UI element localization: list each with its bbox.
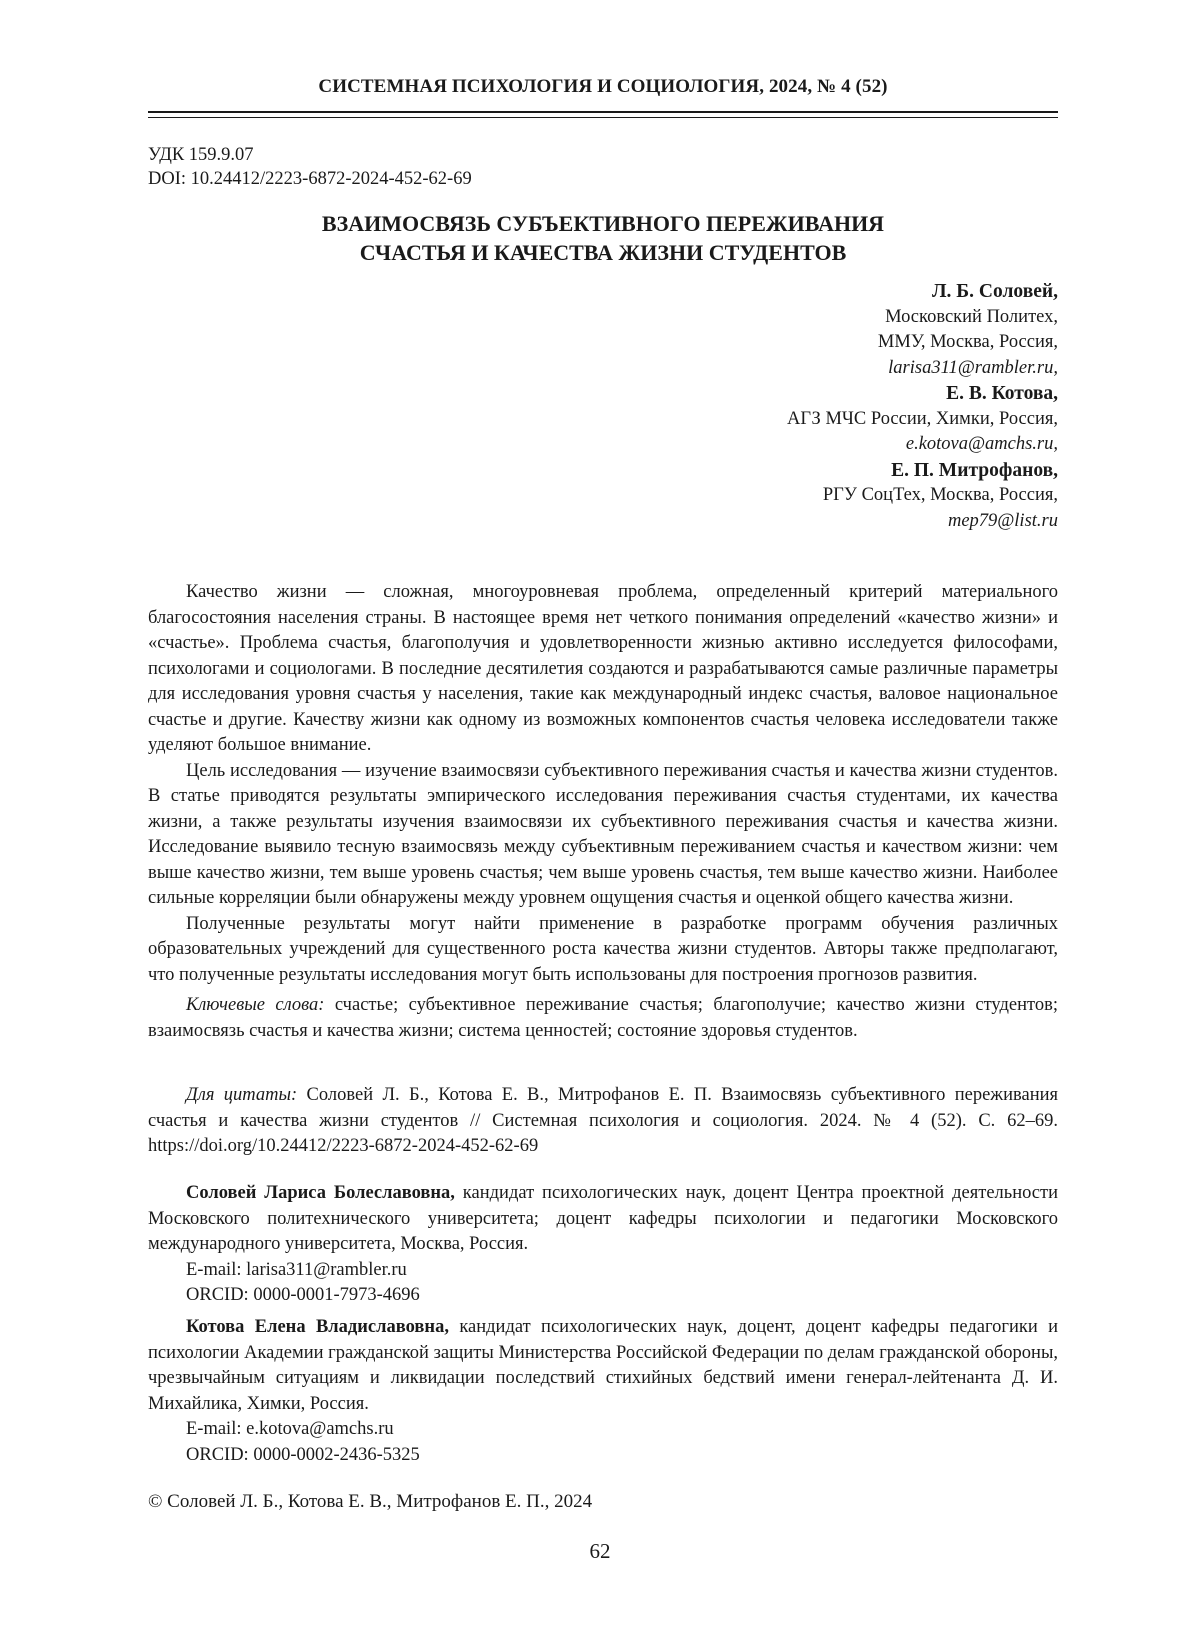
- keywords-label: Ключевые слова:: [186, 995, 325, 1015]
- bio-email[interactable]: E-mail: larisa311@rambler.ru: [186, 1259, 407, 1280]
- abstract: [148, 580, 1058, 1044]
- bio-paragraph: [148, 1315, 1058, 1417]
- citation-paragraph: [148, 1083, 1058, 1160]
- copyright-notice: © Соловей Л. Б., Котова Е. В., Митрофанов Е. П., 2024: [148, 1491, 593, 1512]
- citation-block: [148, 1083, 1058, 1160]
- abstract-paragraph: Полученные результаты могут найти применение в разработке программ обучения различных образовательных учреждений для существенного роста качества жизни студентов. Авторы также предполагают, что полученные результаты исследования могут быть использованы для построения прогнозов развития.: [148, 913, 1058, 985]
- article-title: [148, 209, 1058, 267]
- title-line-2: СЧАСТЬЯ И КАЧЕСТВА ЖИЗНИ СТУДЕНТОВ: [359, 240, 847, 265]
- author-email[interactable]: larisa311@rambler.ru,: [888, 357, 1058, 378]
- abstract-paragraph: Цель исследования — изучение взаимосвязи субъективного переживания счастья и качества жизни студентов. В статье приводятся результаты эмпирического исследования переживания счастья студентами, их качества жизни, а также результаты изучения взаимосвязи их субъективного переживания счастья и качества жизни. Исследование выявило тесную взаимосвязь между субъективным переживанием счастья и качеством жизни: чем выше качество жизни, тем выше уровень счастья; чем выше уровень счастья, тем выше качество жизни. Наиболее сильные корреляции были обнаружены между уровнем ощущения счастья и оценкой общего качества жизни.: [148, 760, 1058, 908]
- author-name: Е. П. Митрофанов,: [891, 459, 1058, 481]
- doi-line: DOI: 10.24412/2223-6872-2024-452-62-69: [148, 169, 472, 189]
- bio-orcid: ORCID: 0000-0002-2436-5325: [186, 1444, 420, 1465]
- author-affiliation: ММУ, Москва, Россия,: [877, 332, 1058, 352]
- page-number: 62: [589, 1539, 611, 1563]
- bio-email[interactable]: E-mail: e.kotova@amchs.ru: [186, 1419, 394, 1439]
- title-line-1: ВЗАИМОСВЯЗЬ СУБЪЕКТИВНОГО ПЕРЕЖИВАНИЯ: [321, 211, 885, 236]
- bio-paragraph: [148, 1181, 1058, 1258]
- header-rule-thin: [148, 117, 1058, 118]
- bio-text: кандидат психологических наук, доцент, доцент кафедры педагогики и психологии Академии гражданской защиты Министерства Российской Федерации по делам гражданской обороны, чрезвычайным ситуациям и ликвидации последствий стихийных бедствий имени генерал-лейтенанта Д. И. Михайлика, Химки, Россия.: [148, 1317, 1058, 1414]
- bio-orcid: ORCID: 0000-0001-7973-4696: [186, 1285, 420, 1305]
- author-email[interactable]: e.kotova@amchs.ru,: [905, 434, 1058, 454]
- article-identifiers: [148, 143, 472, 191]
- author-email[interactable]: mep79@list.ru: [947, 510, 1058, 531]
- abstract-paragraph: Качество жизни — сложная, многоуровневая проблема, определенный критерий материального благосостояния населения страны. В настоящее время нет четкого понимания определений «качество жизни» и «счастье». Проблема счастья, благополучия и удовлетворенности жизнью активно исследуется философами, психологами и социологами. В последние десятилетия создаются и разрабатываются самые различные параметры для исследования уровня счастья у населения, такие как международный индекс счастья, валовое национальное счастье и другие. Качеству жизни как одному из возможных компонентов счастья человека исследователи также уделяют большое внимание.: [148, 582, 1058, 755]
- citation-text: Соловей Л. Б., Котова Е. В., Митрофанов Е. П. Взаимосвязь субъективного переживания счастья и качества жизни студентов // Системная психология и социология. 2024. № 4 (52). С. 62–69. https://doi.org/10.24412/2223-6872-2024-452-62-69: [148, 1085, 1059, 1156]
- udk-code: УДК 159.9.07: [148, 145, 254, 165]
- bio-text: кандидат психологических наук, доцент Центра проектной деятельности Московского политехнического университета; доцент кафедры психологии и педагогики Московского международного университета, Москва, Россия.: [148, 1183, 1059, 1254]
- author-affiliation: Московский Политех,: [885, 306, 1058, 327]
- keywords-paragraph: [148, 993, 1058, 1044]
- author-name: Е. В. Котова,: [946, 383, 1058, 404]
- author-bio: [148, 1181, 1058, 1309]
- bio-name: Котова Елена Владиславовна,: [186, 1317, 449, 1337]
- author-name: Л. Б. Соловей,: [932, 281, 1058, 302]
- keywords-text: счастье; субъективное переживание счастья; благополучие; качество жизни студентов; взаимосвязь счастья и качества жизни; система ценностей; состояние здоровья студентов.: [148, 995, 1058, 1041]
- author-affiliation: РГУ СоцТех, Москва, Россия,: [822, 485, 1058, 505]
- header-rule-thick: [148, 111, 1058, 113]
- author-bio: [148, 1315, 1058, 1468]
- bio-name: Соловей Лариса Болеславовна,: [186, 1183, 455, 1203]
- author-block: [458, 279, 1058, 534]
- journal-running-head: СИСТЕМНАЯ ПСИХОЛОГИЯ И СОЦИОЛОГИЯ, 2024, № 4 (52): [318, 76, 888, 97]
- author-affiliation: АГЗ МЧС России, Химки, Россия,: [787, 408, 1058, 429]
- citation-label: Для цитаты:: [186, 1085, 298, 1105]
